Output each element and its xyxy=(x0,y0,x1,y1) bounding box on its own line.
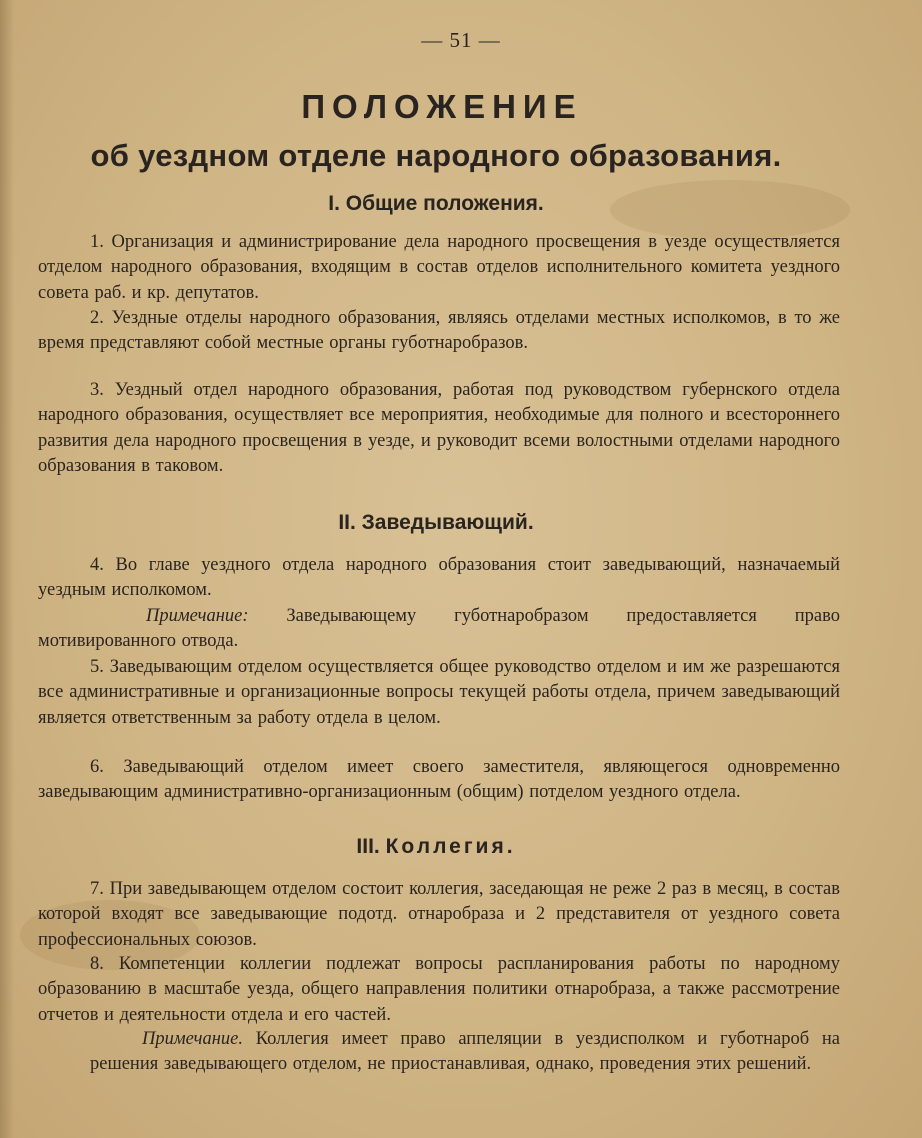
document-subtitle: об уездном отделе народного образования. xyxy=(90,138,782,173)
page-number: — 51 — xyxy=(421,28,501,52)
paragraph-7: 7. При заведывающем отделом состоит коллегия, заседающая не реже 2 раз в месяц, в состав которой входят все заведывающие подотд. отнаробраза и 2 представителя от уездного совета профессиональных союзов. xyxy=(38,879,840,950)
document-title: ПОЛОЖЕНИЕ xyxy=(301,88,583,125)
note-label: Примечание. xyxy=(142,1029,243,1049)
paragraph-2: 2. Уездные отделы народного образования, являясь отделами местных исполкомов, в то же время представляют собой местные органы губотнаробразов. xyxy=(38,308,840,354)
paragraph-4: 4. Во главе уездного отдела народного образования стоит заведывающий, назначаемый уездным исполкомом. xyxy=(38,555,840,601)
note-label: Примечание: xyxy=(146,606,249,626)
note-text: Заведывающему губотнаробразом предоставляется право мотивированного отвода. xyxy=(38,606,840,652)
paragraph-3: 3. Уездный отдел народного образования, работая под руководством губернского отдела народного образования, осуществляет все мероприятия, необходимые для полного и всестороннего развития дела народного просвещения в уезде, и руководит всеми волостными отделами народного образования в таковом. xyxy=(38,380,840,477)
paragraph-8: 8. Компетенции коллегии подлежат вопросы распланирования работы по народному образованию в масштабе уезда, общего направления политики отнаробраза, а также рассмотрение отчетов и деятельности отдела и его частей. xyxy=(38,954,840,1025)
section-heading-head: II. Заведывающий. xyxy=(338,511,534,534)
section-heading-general: I. Общие положения. xyxy=(328,192,544,215)
section-heading-word: Коллегия. xyxy=(385,835,516,858)
note-head-appointment xyxy=(38,604,840,655)
paragraph-6: 6. Заведывающий отделом имеет своего заместителя, являющегося одновременно заведывающим административно-организационным (общим) потделом уездного отдела. xyxy=(38,757,840,803)
paragraph-1: 1. Организация и администрирование дела народного просвещения в уезде осуществляется отделом народного образования, входящим в состав отделов исполнительного комитета уездного совета раб. и кр. депутатов. xyxy=(38,232,840,303)
section-heading-text: III. Коллегия. xyxy=(356,835,516,858)
note-text: Коллегия имеет право аппеляции в уездисполком и губотнароб на решения заведывающего отделом, не приостанавливая, однако, проведения этих решений. xyxy=(90,1029,840,1075)
note-collegium-appeal xyxy=(90,1027,840,1078)
section-heading-collegium xyxy=(0,835,872,859)
paragraph-5: 5. Заведывающим отделом осуществляется общее руководство отделом и им же разрешаются все административные и организационные вопросы текущей работы отдела, причем заведывающий является ответственным за работу отдела в целом. xyxy=(38,657,840,728)
